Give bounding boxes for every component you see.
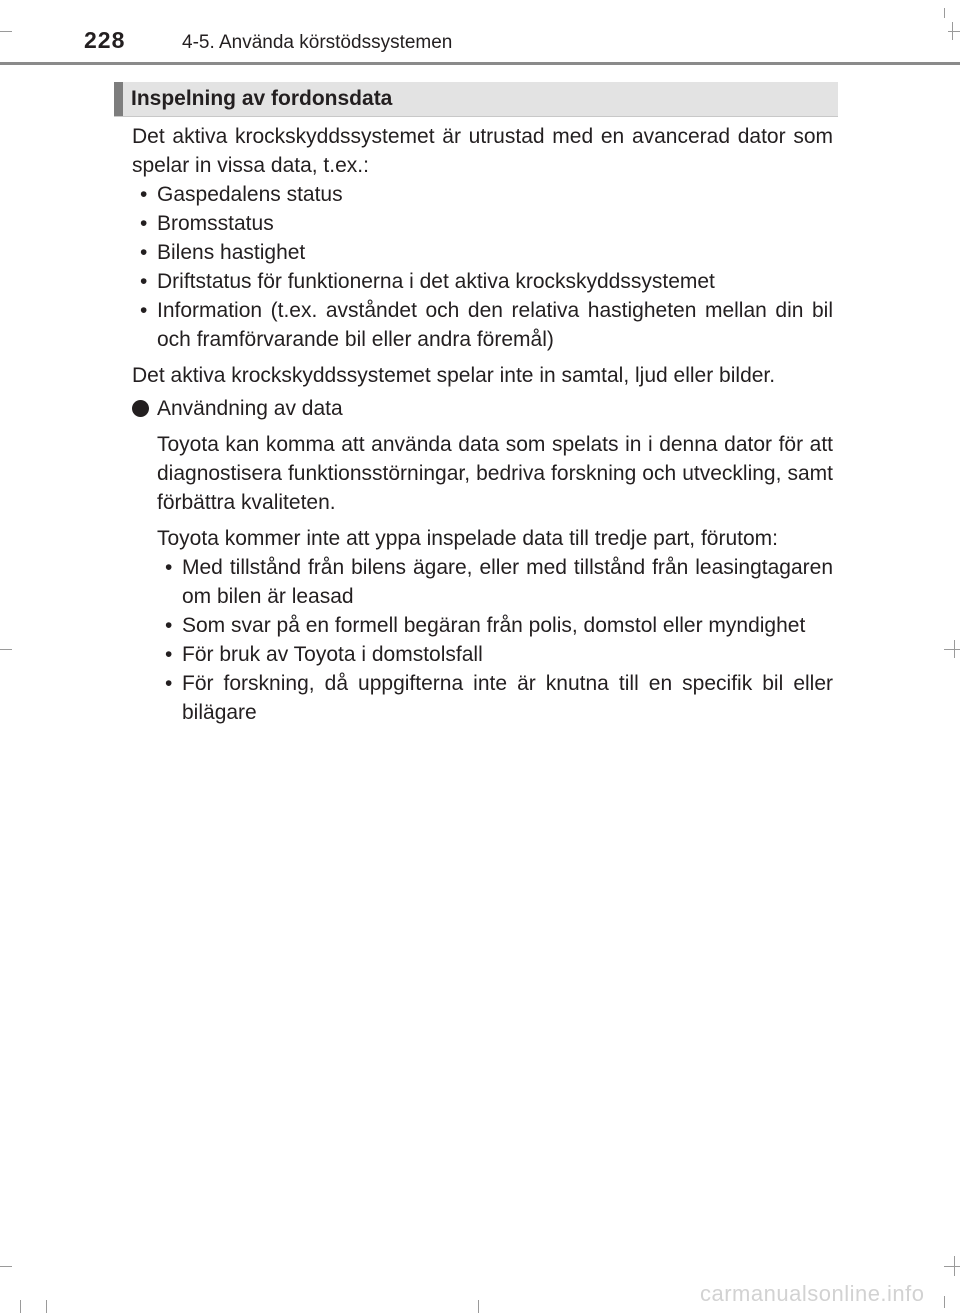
list-item <box>132 209 833 238</box>
crop-mark <box>944 1296 945 1308</box>
crop-mark <box>0 31 12 32</box>
bullet-icon: • <box>165 672 173 695</box>
crop-mark <box>952 22 953 40</box>
list-item <box>157 640 833 669</box>
page-number: 228 <box>84 27 126 53</box>
bullet-icon: • <box>165 556 173 579</box>
exceptions-list <box>157 553 833 727</box>
usage-paragraph-1: Toyota kan komma att använda data som spelats in i denna dator för att diagnostisera funktionsstörningar, bedriva forskning och utveckling, samt förbättra kvaliteten. <box>157 433 833 514</box>
section-path: 4-5. Använda körstödssystemen <box>182 32 453 53</box>
usage-body <box>157 430 833 727</box>
no-record-note: Det aktiva krockskyddssystemet spelar inte in samtal, ljud eller bilder. <box>132 364 776 387</box>
list-item-text: Med tillstånd från bilens ägare, eller med tillstånd från leasingtagaren om bilen är leasad <box>182 556 833 608</box>
header-rule <box>0 62 960 65</box>
section-title: Inspelning av fordonsdata <box>131 87 393 110</box>
list-item <box>132 296 833 354</box>
crop-mark <box>0 649 12 650</box>
list-item <box>132 238 833 267</box>
usage-paragraph-2: Toyota kommer inte att yppa inspelade data till tredje part, förutom: <box>157 527 778 550</box>
list-item <box>132 267 833 296</box>
list-item <box>157 669 833 727</box>
bullet-icon: • <box>140 270 148 293</box>
content <box>132 122 833 727</box>
bullet-icon: • <box>140 212 148 235</box>
list-item <box>132 180 833 209</box>
bullet-icon: • <box>140 299 148 322</box>
crop-mark <box>478 1300 479 1313</box>
list-item-text: För forskning, då uppgifterna inte är knutna till en specifik bil eller bilägare <box>182 672 833 724</box>
crop-mark <box>954 1256 955 1276</box>
list-item <box>157 611 833 640</box>
list-item-text: Driftstatus för funktionerna i det aktiva krockskyddssystemet <box>157 270 715 293</box>
crop-mark <box>944 8 945 18</box>
list-item-text: Information (t.ex. avståndet och den relativa hastigheten mellan din bil och framförvarande bil eller andra föremål) <box>157 299 833 351</box>
list-item-text: Bilens hastighet <box>157 241 306 264</box>
list-item <box>157 553 833 611</box>
list-item-text: Bromsstatus <box>157 212 274 235</box>
list-item-text: Gaspedalens status <box>157 183 343 206</box>
list-item-text: Som svar på en formell begäran från polis, domstol eller myndighet <box>182 614 806 637</box>
title-accent <box>114 82 123 116</box>
crop-mark <box>46 1300 47 1313</box>
crop-mark <box>948 31 960 32</box>
crop-mark <box>944 649 960 650</box>
section-title-bar <box>114 82 838 117</box>
recorded-items-list <box>132 180 833 354</box>
filled-circle-icon <box>132 400 149 417</box>
intro-paragraph: Det aktiva krockskyddssystemet är utrustad med en avancerad dator som spelar in vissa data, t.ex.: <box>132 125 833 177</box>
crop-mark <box>944 1266 960 1267</box>
bullet-icon: • <box>140 183 148 206</box>
bullet-icon: • <box>165 643 173 666</box>
crop-mark <box>20 1300 21 1313</box>
usage-heading-text: Användning av data <box>157 397 343 420</box>
bullet-icon: • <box>165 614 173 637</box>
crop-mark <box>954 640 955 658</box>
bullet-icon: • <box>140 241 148 264</box>
list-item-text: För bruk av Toyota i domstolsfall <box>182 643 483 666</box>
usage-heading <box>132 394 833 423</box>
watermark: carmanualsonline.info <box>700 1281 925 1306</box>
crop-mark <box>0 1266 12 1267</box>
